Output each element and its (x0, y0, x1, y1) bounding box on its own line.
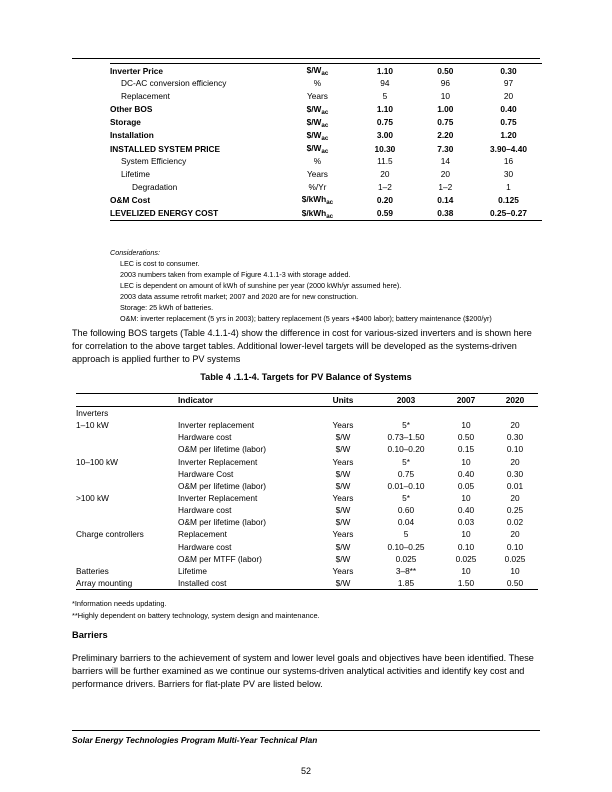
table-row (110, 103, 542, 116)
cell-2020: 20 (510, 529, 520, 540)
cell-category: Inverters (76, 408, 109, 419)
row-2020: 0.25–0.27 (475, 206, 542, 220)
cell-category (76, 541, 178, 553)
considerations-block (110, 248, 558, 325)
row-2003: 0.20 (376, 194, 393, 205)
consideration-line: 2003 data assume retrofit market; 2007 and 2020 are for new construction. (120, 291, 359, 301)
table-row (76, 516, 538, 528)
table-row (110, 77, 542, 90)
cell-units: $/W (335, 444, 351, 455)
cell-2020: 20 (510, 493, 520, 504)
row-2007: 0.75 (437, 117, 454, 128)
row-2020: 3.90–4.40 (490, 143, 527, 154)
row-2020: 97 (503, 78, 514, 89)
row-2003: 1–2 (377, 181, 392, 192)
cell-2003: 5 (403, 529, 409, 540)
cell-2003: 0.01–0.10 (387, 480, 425, 491)
top-divider (72, 58, 540, 59)
row-unit: $/kWh$_{ac}$ (301, 194, 334, 207)
cell-indicator: Inverter Replacement (178, 456, 258, 467)
row-2007: 0.14 (437, 194, 454, 205)
row-label: INSTALLED SYSTEM PRICE (110, 143, 221, 154)
table-row (76, 492, 538, 504)
row-2003: 11.5 (377, 156, 393, 167)
row-2003: 5 (382, 91, 388, 102)
cell-2007: 0.03 (457, 517, 475, 528)
cell-2007: 0.05 (457, 480, 475, 491)
row-2020: 0.75 (500, 117, 517, 128)
cell-category: 1–10 kW (76, 420, 109, 431)
cell-2007: 0.40 (457, 468, 475, 479)
row-unit: %/Yr (308, 181, 327, 192)
cell-units (314, 407, 372, 420)
table-row (110, 206, 542, 220)
cell-2020: 20 (510, 456, 520, 467)
consideration-line: LEC is dependent on amount of kWh of sunshine per year (2000 kWh/yr assumed here). (120, 280, 402, 290)
row-2003: 1.10 (376, 104, 393, 115)
cell-category (76, 468, 178, 480)
cell-2020: 0.50 (492, 577, 538, 590)
table-row (76, 480, 538, 492)
cell-units: $/W (335, 505, 351, 516)
row-label: O&M Cost (110, 194, 151, 205)
cell-2007: 10 (461, 565, 471, 576)
header-2020: 2020 (492, 394, 538, 407)
header-units: Units (314, 394, 372, 407)
cell-2007 (440, 407, 492, 420)
cell-2003: 1.85 (372, 577, 440, 590)
cell-2003: 3–8** (395, 565, 417, 576)
cell-indicator: Hardware Cost (178, 468, 234, 479)
cell-2003: 5* (402, 456, 410, 467)
cell-2007: 10 (461, 493, 471, 504)
cell-units: $/W (335, 553, 351, 564)
cell-indicator: O&M per lifetime (labor) (178, 480, 267, 491)
cell-category: Array mounting (76, 577, 178, 590)
cell-category (76, 516, 178, 528)
consideration-line: 2003 numbers taken from example of Figure 4.1.1-3 with storage added. (120, 269, 351, 279)
cell-units: Years (332, 493, 354, 504)
row-label: Replacement (121, 91, 170, 102)
cell-units: Years (332, 565, 354, 576)
cell-category (76, 480, 178, 492)
cell-indicator: Hardware cost (178, 505, 232, 516)
row-2020: 30 (503, 169, 514, 180)
row-2007: 7.30 (437, 143, 454, 154)
cell-units: $/W (314, 577, 372, 590)
header-2003: 2003 (372, 394, 440, 407)
row-2020: 0.40 (500, 104, 517, 115)
footnotes-block (72, 598, 540, 622)
row-2020: 1.20 (500, 130, 517, 141)
cell-category (76, 504, 178, 516)
row-2003: 20 (380, 169, 390, 180)
cell-units: $/W (335, 480, 351, 491)
table-row (110, 90, 542, 103)
page-number: 52 (300, 766, 311, 776)
cell-category: >100 kW (76, 493, 109, 504)
row-label: LEVELIZED ENERGY COST (110, 206, 281, 220)
table-row (110, 193, 542, 206)
row-label: Installation (110, 130, 154, 141)
row-2007: 20 (440, 169, 450, 180)
cell-indicator (178, 407, 314, 420)
bos-targets-paragraph: The following BOS targets (Table 4.1.1-4) show the difference in cost for various-sized inverters and is shown here for correlation to the above target tables. Additional lower-level targets will be developed as the systems-driven approach is applied further to PV systems (72, 328, 532, 365)
consideration-line: Storage: 25 kWh of batteries. (120, 302, 214, 312)
row-2020: 0.30 (475, 64, 542, 78)
cell-indicator: Installed cost (178, 577, 314, 590)
considerations-title: Considerations: (110, 248, 160, 257)
row-label: Storage (110, 117, 141, 128)
cell-2020: 0.10 (506, 541, 524, 552)
cell-2003 (372, 407, 440, 420)
row-2020: 1 (506, 181, 511, 192)
row-unit: Years (306, 91, 328, 102)
row-2020: 16 (503, 156, 514, 167)
cell-2020: 10 (510, 565, 520, 576)
table-row (76, 431, 538, 443)
barriers-heading: Barriers (72, 630, 108, 640)
cell-2007: 0.025 (455, 553, 477, 564)
row-unit: % (313, 156, 322, 167)
cell-2020: 0.30 (506, 468, 524, 479)
cell-category: Batteries (76, 565, 109, 576)
row-label: DC-AC conversion efficiency (121, 78, 227, 89)
row-label: System Efficiency (121, 156, 187, 167)
cell-units: Years (332, 529, 354, 540)
cell-2003: 0.73–1.50 (387, 432, 425, 443)
header-category (76, 394, 178, 407)
consideration-line: O&M: inverter replacement (5 yrs in 2003); battery replacement (5 years +$400 labor); battery maintenance ($200/yr) (120, 313, 492, 323)
row-unit: $\$/W_{ac}$ (306, 116, 329, 129)
consideration-line: LEC is cost to consumer. (120, 258, 200, 268)
row-2007: 0.38 (416, 206, 475, 220)
footnote-1: *Information needs updating. (72, 599, 167, 608)
table-row (76, 444, 538, 456)
row-2003: 1.10 (354, 64, 416, 78)
row-label: Other BOS (110, 104, 153, 115)
bos-targets-table (76, 393, 538, 590)
cell-indicator: O&M per lifetime (labor) (178, 517, 267, 528)
cell-2020: 0.02 (506, 517, 524, 528)
footer-divider (72, 730, 540, 731)
cell-indicator: Lifetime (178, 565, 208, 576)
cell-category: 10–100 kW (76, 456, 118, 467)
cell-2003: 0.04 (397, 517, 415, 528)
row-2007: 1–2 (438, 181, 453, 192)
cell-2003: 0.60 (397, 505, 415, 516)
row-2003: 0.59 (354, 206, 416, 220)
cell-2003: 5* (402, 493, 410, 504)
row-2007: 96 (440, 78, 450, 89)
row-unit: $\$/W_{ac}$ (281, 64, 354, 78)
cell-indicator: Hardware cost (178, 432, 232, 443)
row-2020: 0.125 (498, 194, 519, 205)
cell-2007: 10 (461, 529, 471, 540)
row-2007: 10 (440, 91, 450, 102)
row-2007: 0.50 (416, 64, 475, 78)
row-2007: 14 (440, 156, 450, 167)
table2-caption: Table 4 .1.1-4. Targets for PV Balance of Systems (200, 372, 412, 382)
table-row (110, 181, 542, 194)
table-row (110, 116, 542, 129)
cell-2003: 0.75 (397, 468, 415, 479)
cell-units: $/W (335, 517, 351, 528)
row-unit: $\$/W_{ac}$ (306, 143, 329, 156)
cell-units: $/W (335, 541, 351, 552)
cell-2020: 0.30 (506, 432, 524, 443)
row-unit: % (313, 78, 322, 89)
table-row (76, 577, 538, 590)
cell-2003: 5* (402, 420, 410, 431)
header-indicator: Indicator (178, 394, 314, 407)
footer-title: Solar Energy Technologies Program Multi-Year Technical Plan (72, 735, 318, 745)
cell-indicator: O&M per MTFF (labor) (178, 553, 262, 564)
table-row (110, 129, 542, 142)
cell-2020: 0.01 (506, 480, 524, 491)
cell-2020: 20 (510, 420, 520, 431)
table-row (110, 155, 542, 168)
row-2007: 2.20 (437, 130, 454, 141)
cell-2020: 0.25 (506, 505, 524, 516)
table-row (76, 407, 538, 420)
row-2003: 94 (380, 78, 390, 89)
cell-indicator: Hardware cost (178, 541, 232, 552)
cell-category: Charge controllers (76, 529, 144, 540)
table-row (76, 565, 538, 577)
table-row (76, 504, 538, 516)
cell-category (76, 431, 178, 443)
table-row (76, 529, 538, 541)
cell-2007: 0.15 (457, 444, 475, 455)
cell-2007: 0.50 (457, 432, 475, 443)
table-row (76, 553, 538, 565)
cell-2007: 0.10 (457, 541, 475, 552)
table-row (76, 419, 538, 431)
cell-indicator: O&M per lifetime (labor) (178, 444, 267, 455)
table-row (110, 64, 542, 78)
row-unit: $/kWh$_{ac}$ (281, 206, 354, 220)
considerations-lines (110, 259, 558, 325)
cell-2007: 1.50 (440, 577, 492, 590)
cell-category (76, 444, 178, 456)
cell-2020 (492, 407, 538, 420)
cell-2003: 0.10–0.25 (387, 541, 425, 552)
table-row (110, 142, 542, 155)
table1-body (110, 64, 542, 221)
table-row (110, 168, 542, 181)
cell-2003: 0.025 (395, 553, 417, 564)
row-label: Degradation (132, 181, 178, 192)
table-row (76, 456, 538, 468)
cell-2003: 0.10–0.20 (387, 444, 425, 455)
cell-indicator: Inverter Replacement (178, 493, 258, 504)
barriers-paragraph: Preliminary barriers to the achievement of system and lower level goals and objectives have been identified. These barriers will be further examined as we continue our systems-driven analytical activities and identify key cost and performance drivers. Barriers for flat-plate PV are listed below. (72, 653, 534, 690)
table2-head (76, 394, 538, 407)
cell-indicator: Inverter replacement (178, 420, 255, 431)
row-unit: $\$/W_{ac}$ (306, 130, 329, 143)
cell-2020: 0.025 (504, 553, 526, 564)
row-unit: $\$/W_{ac}$ (306, 103, 329, 116)
row-2020: 20 (503, 91, 514, 102)
cell-units: $/W (335, 468, 351, 479)
table-row (76, 468, 538, 480)
cell-units: $/W (335, 432, 351, 443)
cell-2020: 0.10 (506, 444, 524, 455)
table-row (76, 541, 538, 553)
row-2003: 0.75 (376, 117, 393, 128)
row-2003: 3.00 (376, 130, 393, 141)
cell-units: Years (332, 420, 354, 431)
cell-2007: 0.40 (457, 505, 475, 516)
cell-indicator: Replacement (178, 529, 227, 540)
header-2007: 2007 (440, 394, 492, 407)
row-label: Lifetime (121, 169, 151, 180)
cell-units: Years (332, 456, 354, 467)
row-label: Inverter Price (110, 64, 281, 78)
row-2007: 1.00 (437, 104, 454, 115)
footnote-2: **Highly dependent on battery technology, system design and maintenance. (72, 610, 320, 620)
cell-2007: 10 (461, 456, 471, 467)
row-2003: 10.30 (374, 143, 396, 154)
cell-category (76, 553, 178, 565)
installed-system-price-table (110, 63, 542, 221)
cell-2007: 10 (461, 420, 471, 431)
table2-body (76, 407, 538, 590)
row-unit: Years (306, 169, 328, 180)
table-header-row (76, 394, 538, 407)
